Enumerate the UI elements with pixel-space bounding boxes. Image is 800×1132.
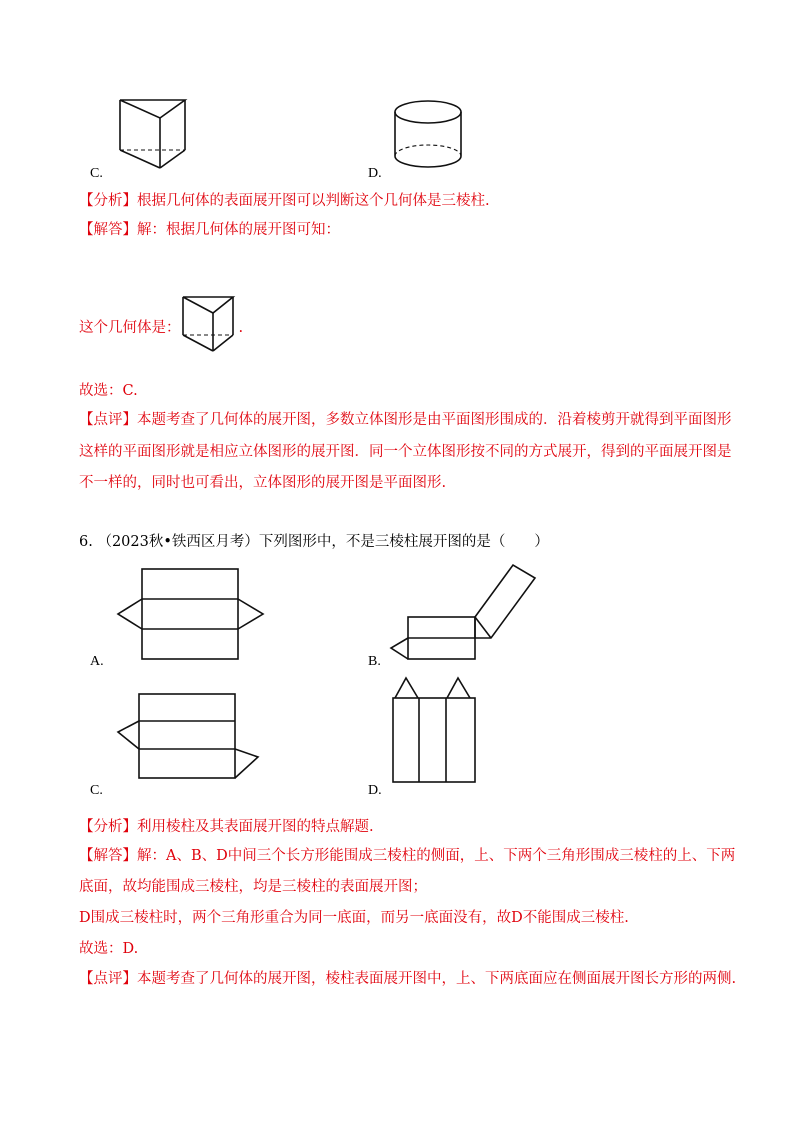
option-d-label: D. [368, 166, 382, 181]
net-figure-a [117, 567, 267, 662]
q5-answer [79, 220, 340, 240]
triangular-prism-answer-figure [181, 295, 241, 355]
analysis-tag: 【分析】 [79, 193, 137, 209]
q6-comment [79, 969, 736, 989]
q6-answer-line3: D围成三棱柱时，两个三角形重合为同一底面，而另一底面没有，故D不能围成三棱柱. [79, 910, 629, 926]
answer-text: 解：A、B、D中间三个长方形能围成三棱柱的侧面，上、下两个三角形围成三棱柱的上、下两 [137, 848, 736, 864]
q5-comment-line2: 这样的平面图形就是相应立体图形的展开图．同一个立体图形按不同的方式展开，得到的平面展开图是 [79, 444, 732, 460]
q6-option-b-label: B. [368, 654, 381, 669]
q5-analysis [79, 191, 490, 211]
shape-suffix: . [238, 320, 244, 336]
comment-text: 本题考查了几何体的展开图，多数立体图形是由平面图形围成的．沿着棱剪开就得到平面图形 [137, 412, 732, 428]
q5-comment-line1 [79, 410, 732, 430]
question-source: （2023秋•铁西区月考） [97, 534, 259, 550]
analysis-text: 利用棱柱及其表面展开图的特点解题. [137, 819, 374, 835]
analysis-text: 根据几何体的表面展开图可以判断这个几何体是三棱柱. [137, 193, 490, 209]
net-figure-d [392, 676, 482, 786]
q6-analysis [79, 817, 374, 837]
comment-tag: 【点评】 [79, 412, 137, 428]
question-text: 下列图形中，不是三棱柱展开图的是（ ） [258, 534, 549, 550]
q6-answer-line2: 底面，故均能围成三棱柱，均是三棱柱的表面展开图； [79, 879, 427, 895]
q5-choice: 故选：C. [79, 383, 138, 399]
q6-option-c-label: C. [90, 783, 103, 798]
answer-text: 解：根据几何体的展开图可知： [137, 222, 340, 238]
question-number: 6. [79, 534, 93, 550]
comment-text: 本题考查了几何体的展开图，棱柱表面展开图中，上、下两底面应在侧面展开图长方形的两侧. [137, 971, 737, 987]
shape-prefix: 这个几何体是： [79, 320, 181, 336]
answer-tag: 【解答】 [79, 848, 137, 864]
net-figure-c [117, 692, 267, 782]
q6-option-a-label: A. [90, 654, 104, 669]
q5-comment-line3: 不一样的，同时也可看出，立体图形的展开图是平面图形. [79, 475, 447, 491]
q6-answer-line1 [79, 846, 735, 866]
net-figure-b [390, 563, 550, 663]
option-c-label: C. [90, 166, 103, 181]
answer-tag: 【解答】 [79, 222, 137, 238]
triangular-prism-figure-c [118, 98, 198, 173]
q6-choice: 故选：D. [79, 941, 139, 957]
q6-question [79, 532, 549, 552]
cylinder-figure-d [394, 100, 464, 175]
analysis-tag: 【分析】 [79, 819, 137, 835]
q6-option-d-label: D. [368, 783, 382, 798]
comment-tag: 【点评】 [79, 971, 137, 987]
